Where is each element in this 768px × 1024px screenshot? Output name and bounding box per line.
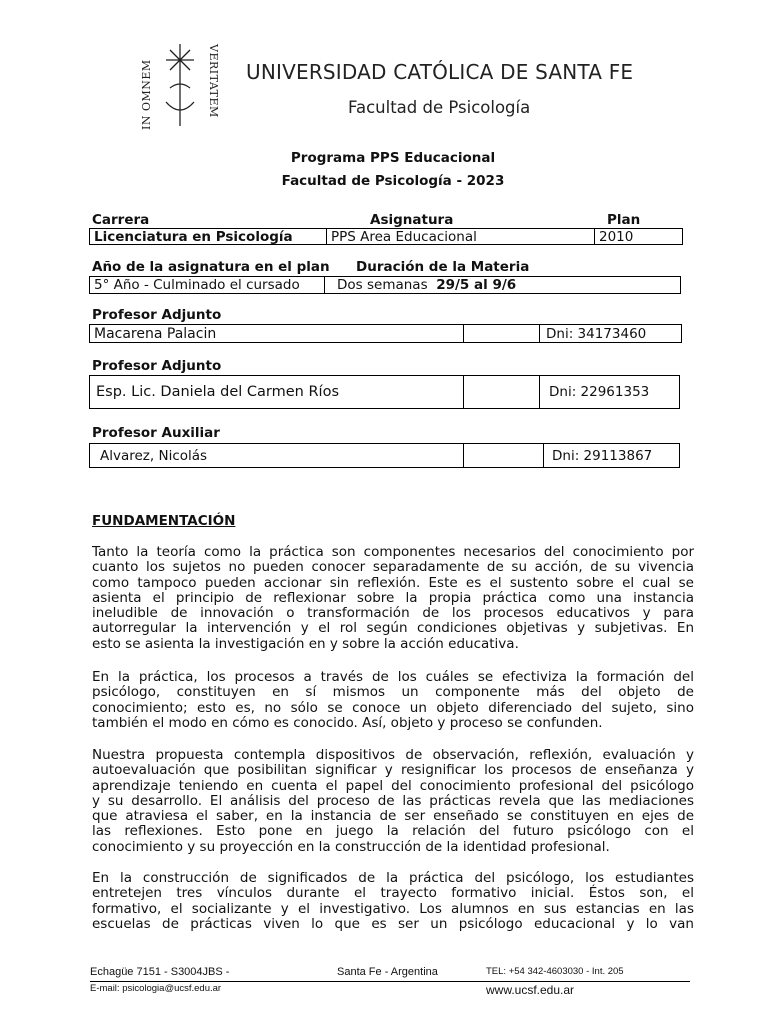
- footer-city: Santa Fe - Argentina: [337, 966, 438, 978]
- duracion-header: Duración de la Materia: [356, 259, 530, 275]
- prof2-row: [89, 375, 680, 409]
- paragraph-line: autoevaluación que posibilitan significar y resignificar los procesos de enseñanza y: [92, 762, 694, 779]
- section-heading: FUNDAMENTACIÓN: [92, 513, 236, 529]
- prof1-role: Profesor Adjunto: [92, 307, 222, 323]
- paragraph-line: que atraviesa el saber, en la instancia de ser enseñado se constituyen en ejes de: [92, 808, 694, 825]
- carrera-table-row: [89, 228, 683, 245]
- paragraph-line: conocimiento y su proyección en la construcción de la identidad profesional.: [92, 838, 610, 855]
- motto-left: IN OMNEM: [140, 59, 153, 130]
- footer-tel: TEL: +54 342-4603030 - Int. 205: [486, 966, 624, 977]
- duracion-value: Dos semanas: [337, 277, 428, 293]
- asignatura-header: Asignatura: [370, 212, 454, 228]
- paragraph-line: En la construcción de significados de la práctica del psicólogo, los estudiantes: [92, 870, 694, 886]
- paragraph-2: [92, 670, 694, 731]
- paragraph-line: aprendizaje teniendo en cuenta el papel del conocimiento profesional del psicólogo: [92, 777, 694, 794]
- paragraph-line: las reflexiones. Esto pone en juego la relación del futuro psicólogo con el: [92, 823, 694, 840]
- footer-address: Echagüe 7151 - S3004JBS -: [90, 966, 230, 978]
- prof1-row: [89, 324, 682, 343]
- asignatura-value: PPS Area Educacional: [326, 229, 594, 244]
- paragraph-line: formativo, el socializante y el investigativo. Los alumnos en sus estancias en las: [92, 900, 694, 917]
- university-name: UNIVERSIDAD CATÓLICA DE SANTA FE: [246, 60, 634, 84]
- duracion-fechas: 29/5 al 9/6: [436, 277, 517, 293]
- paragraph-line: autorregular la intervención y el rol según condiciones objetivas y subjetivas. En: [92, 620, 694, 637]
- paragraph-line: En la práctica, los procesos a través de los cuáles se efectiviza la formación del: [92, 669, 694, 685]
- motto-right: VERITATEM: [207, 44, 220, 118]
- footer-web[interactable]: www.ucsf.edu.ar: [486, 983, 575, 997]
- paragraph-line: cuanto los sujetos no pueden conocer separadamente de su acción, de su vivencia: [92, 559, 694, 576]
- paragraph-line: esto se asienta la investigación en y sobre la acción educativa.: [92, 635, 519, 652]
- prof2-role: Profesor Adjunto: [92, 358, 222, 374]
- prof1-dni: Dni: 34173460: [539, 325, 683, 342]
- plan-header: Plan: [607, 212, 641, 228]
- paragraph-line: entretejen tres vínculos durante el trayecto formativo inicial. Éstos son, el: [92, 885, 694, 902]
- paragraph-line: conocimiento; esto es, no sólo se conoce un objeto diferenciado del sujeto, sino: [92, 699, 694, 716]
- program-subtitle: Facultad de Psicología - 2023: [281, 173, 505, 189]
- paragraph-4: [92, 871, 694, 932]
- prof1-name: Macarena Palacin: [94, 325, 217, 342]
- paragraph-line: Tanto la teoría como la práctica son componentes necesarios del conocimiento por: [92, 544, 694, 560]
- paragraph-line: ineludible de innovación o transformación de los procesos educativos y para: [92, 605, 694, 622]
- footer-divider: [90, 981, 690, 982]
- paragraph-line: como tampoco pueden accionar sin reflexión. Este es el sustento sobre el cual se: [92, 574, 694, 591]
- prof3-dni: Dni: 29113867: [543, 444, 681, 467]
- paragraph-line: y su desarrollo. El análisis del proceso de las prácticas revela que las mediaciones: [92, 792, 694, 809]
- paragraph-line: Nuestra propuesta contempla dispositivos de observación, reflexión, evaluación y: [92, 747, 694, 763]
- prof2-dni: Dni: 22961353: [539, 376, 681, 408]
- footer-email: E-mail: psicologia@ucsf.edu.ar: [90, 983, 222, 994]
- paragraph-line: también el modo en cómo es conocido. Así, objeto y proceso se confunden.: [92, 714, 603, 731]
- plan-value: 2010: [594, 229, 684, 244]
- carrera-header: Carrera: [92, 212, 150, 228]
- paragraph-line: asienta el principio de reflexionar sobre la propia práctica como una instancia: [92, 589, 694, 606]
- prof3-name: Alvarez, Nicolás: [100, 447, 208, 464]
- paragraph-line: psicólogo, constituyen en sí mismos un componente más del objeto de: [92, 684, 694, 701]
- carrera-value: Licenciatura en Psicología: [94, 228, 293, 245]
- anio-header: Año de la asignatura en el plan: [92, 259, 330, 275]
- prof3-role: Profesor Auxiliar: [92, 425, 220, 441]
- anio-value: 5° Año - Culminado el cursado: [94, 277, 300, 293]
- prof2-name: Esp. Lic. Daniela del Carmen Ríos: [96, 384, 340, 400]
- prof3-row: [89, 443, 680, 468]
- anio-table-row: [89, 276, 681, 294]
- program-title: Programa PPS Educacional: [290, 150, 496, 166]
- paragraph-1: [92, 545, 694, 652]
- paragraph-line: escuelas de prácticas viven lo que es ser un psicólogo educacional y lo van: [92, 915, 694, 932]
- paragraph-3: [92, 748, 694, 855]
- faculty-name: Facultad de Psicología: [348, 98, 531, 117]
